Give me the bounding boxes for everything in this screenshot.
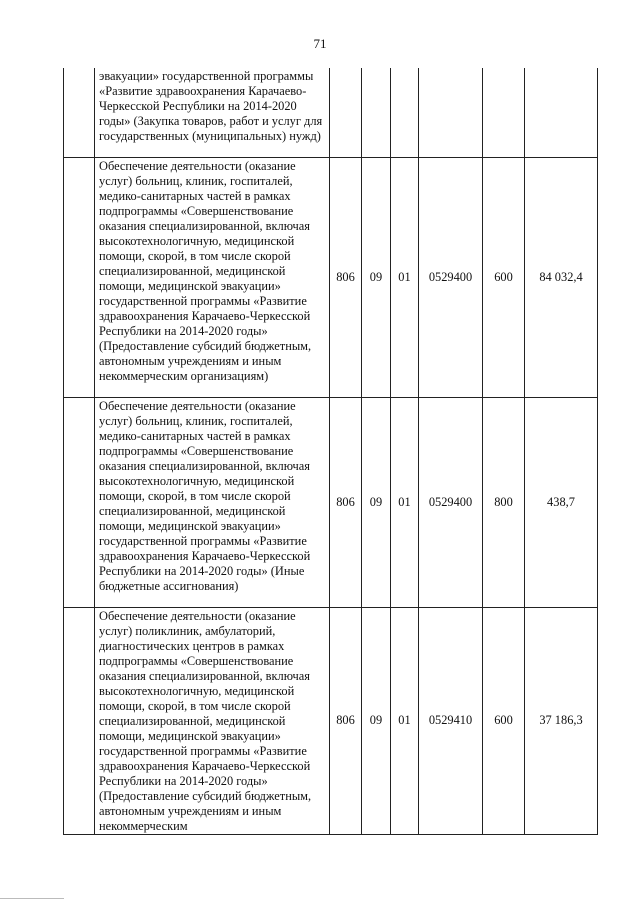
- table-row: [64, 397, 598, 607]
- section-code: 09: [362, 397, 391, 607]
- scan-edge-line: [0, 898, 64, 899]
- amount-value: [525, 68, 598, 157]
- row-index-cell: [64, 157, 95, 397]
- expense-type-code: [483, 68, 525, 157]
- table-row: [64, 68, 598, 157]
- amount-value: 438,7: [525, 397, 598, 607]
- ministry-code: [330, 68, 362, 157]
- row-description: Обеспечение деятельности (оказание услуг) больниц, клиник, госпиталей, медико-санитарных частей в рамках подпрограммы «Совершенствование оказания специализированной, включая высокотехнологичную, медицинской помощи, скорой, в том числе скорой специализированной, медицинской помощи, медицинской эвакуации» государственной программы «Развитие здравоохранения Карачаево-Черкесской Республики на 2014-2020 годы» (Предоставление субсидий бюджетным, автономным учреждениям и иным некоммерческим организациям): [95, 157, 330, 397]
- target-article-code: [419, 68, 483, 157]
- subsection-code: 01: [391, 607, 419, 834]
- expense-type-code: 800: [483, 397, 525, 607]
- target-article-code: 0529400: [419, 397, 483, 607]
- target-article-code: 0529400: [419, 157, 483, 397]
- section-code: [362, 68, 391, 157]
- subsection-code: 01: [391, 157, 419, 397]
- amount-value: 84 032,4: [525, 157, 598, 397]
- subsection-code: [391, 68, 419, 157]
- row-index-cell: [64, 607, 95, 834]
- row-index-cell: [64, 397, 95, 607]
- table-row: [64, 157, 598, 397]
- page-number: 71: [313, 36, 327, 51]
- budget-table: [63, 68, 598, 835]
- section-code: 09: [362, 607, 391, 834]
- ministry-code: 806: [330, 397, 362, 607]
- expense-type-code: 600: [483, 607, 525, 834]
- table-row: [64, 607, 598, 834]
- subsection-code: 01: [391, 397, 419, 607]
- row-description: эвакуации» государственной программы «Развитие здравоохранения Карачаево-Черкесской Республики на 2014-2020 годы» (Закупка товаров, работ и услуг для государственных (муниципальных) нужд): [95, 68, 330, 157]
- row-description: Обеспечение деятельности (оказание услуг) больниц, клиник, госпиталей, медико-санитарных частей в рамках подпрограммы «Совершенствование оказания специализированной, включая высокотехнологичную, медицинской помощи, скорой, в том числе скорой специализированной, медицинской помощи, медицинской эвакуации» государственной программы «Развитие здравоохранения Карачаево-Черкесской Республики на 2014-2020 годы» (Иные бюджетные ассигнования): [95, 397, 330, 607]
- expense-type-code: 600: [483, 157, 525, 397]
- row-description: Обеспечение деятельности (оказание услуг) поликлиник, амбулаторий, диагностических центров в рамках подпрограммы «Совершенствование оказания специализированной, включая высокотехнологичную, медицинской помощи, скорой, в том числе скорой специализированной, медицинской помощи, медицинской эвакуации» государственной программы «Развитие здравоохранения Карачаево-Черкесской Республики на 2014-2020 годы» (Предоставление субсидий бюджетным, автономным учреждениям и иным некоммерческим: [95, 607, 330, 834]
- row-index-cell: [64, 68, 95, 157]
- ministry-code: 806: [330, 157, 362, 397]
- section-code: 09: [362, 157, 391, 397]
- ministry-code: 806: [330, 607, 362, 834]
- target-article-code: 0529410: [419, 607, 483, 834]
- amount-value: 37 186,3: [525, 607, 598, 834]
